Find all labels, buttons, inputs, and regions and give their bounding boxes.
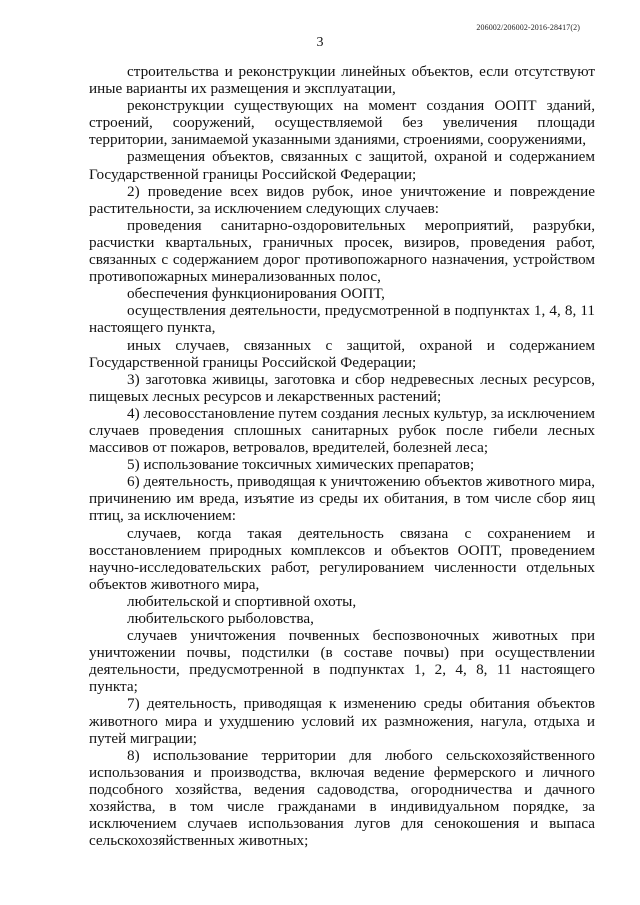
paragraph: осуществления деятельности, предусмотренной в подпунктах 1, 4, 8, 11 настоящего пункта,: [89, 302, 595, 337]
paragraph: 3) заготовка живицы, заготовка и сбор недревесных лесных ресурсов, пищевых лесных ресурсов и лекарственных растений;: [89, 370, 595, 405]
paragraph: размещения объектов, связанных с защитой, охраной и содержанием Государственной границы Российской Федерации;: [89, 148, 595, 183]
paragraph: иных случаев, связанных с защитой, охраной и содержанием Государственной границы Российской Федерации;: [89, 336, 595, 371]
paragraph: 5) использование токсичных химических препаратов;: [127, 456, 475, 474]
paragraph: любительской и спортивной охоты,: [127, 592, 357, 610]
document-id: 206002/206002-2016-28417(2): [476, 23, 580, 32]
paragraph: 2) проведение всех видов рубок, иное уничтожение и повреждение растительности, за исключением следующих случаев:: [89, 182, 595, 217]
paragraph: 8) использование территории для любого сельскохозяйственного использования и производства, включая ведение фермерского и личного подсобного хозяйства, ведения садоводства, огородничества и дачного хозяйства, в том числе гражданами в индивидуальном порядке, за исключением случаев использования лугов для сенокошения и выпаса сельскохозяйственных животных;: [89, 746, 595, 850]
paragraph: случаев уничтожения почвенных беспозвоночных животных при уничтожении почвы, подстилки (в составе почвы) при осуществлении деятельности, предусмотренной в подпунктах 1, 2, 4, 8, 11 настоящего пункта;: [89, 627, 595, 696]
page-number: 3: [316, 35, 324, 50]
paragraph: любительского рыболовства,: [127, 610, 314, 627]
paragraph: 7) деятельность, приводящая к изменению среды обитания объектов животного мира и ухудшению условий их размножения, нагула, отдыха и путей миграции;: [89, 695, 595, 747]
paragraph: строительства и реконструкции линейных объектов, если отсутствуют иные варианты их размещения и эксплуатации,: [89, 63, 595, 98]
paragraph: реконструкции существующих на момент создания ООПТ зданий, строений, сооружений, осуществляемой без увеличения площади территории, занимаемой указанными зданиями, строениями, сооружениями,: [89, 97, 595, 149]
paragraph: проведения санитарно-оздоровительных мероприятий, разрубки, расчистки квартальных, граничных просек, визиров, проведения работ, связанных с содержанием дорог противопожарного назначения, устройством противопожарных минерализованных полос,: [89, 216, 595, 286]
paragraph: обеспечения функционирования ООПТ,: [127, 285, 385, 303]
paragraph: 6) деятельность, приводящая к уничтожению объектов животного мира, причинению им вреда, изъятие из среды их обитания, в том числе сбор яиц птиц, за исключением:: [89, 473, 595, 525]
body-text: [89, 63, 595, 849]
paragraph: случаев, когда такая деятельность связана с сохранением и восстановлением природных комплексов и объектов ООПТ, проведением научно-исследовательских работ, регулированием численности отдельных объектов животного мира,: [89, 524, 595, 593]
paragraph: 4) лесовосстановление путем создания лесных культур, за исключением случаев проведения сплошных санитарных рубок после гибели лесных массивов от пожаров, ветровалов, вредителей, болезней леса;: [89, 404, 595, 457]
